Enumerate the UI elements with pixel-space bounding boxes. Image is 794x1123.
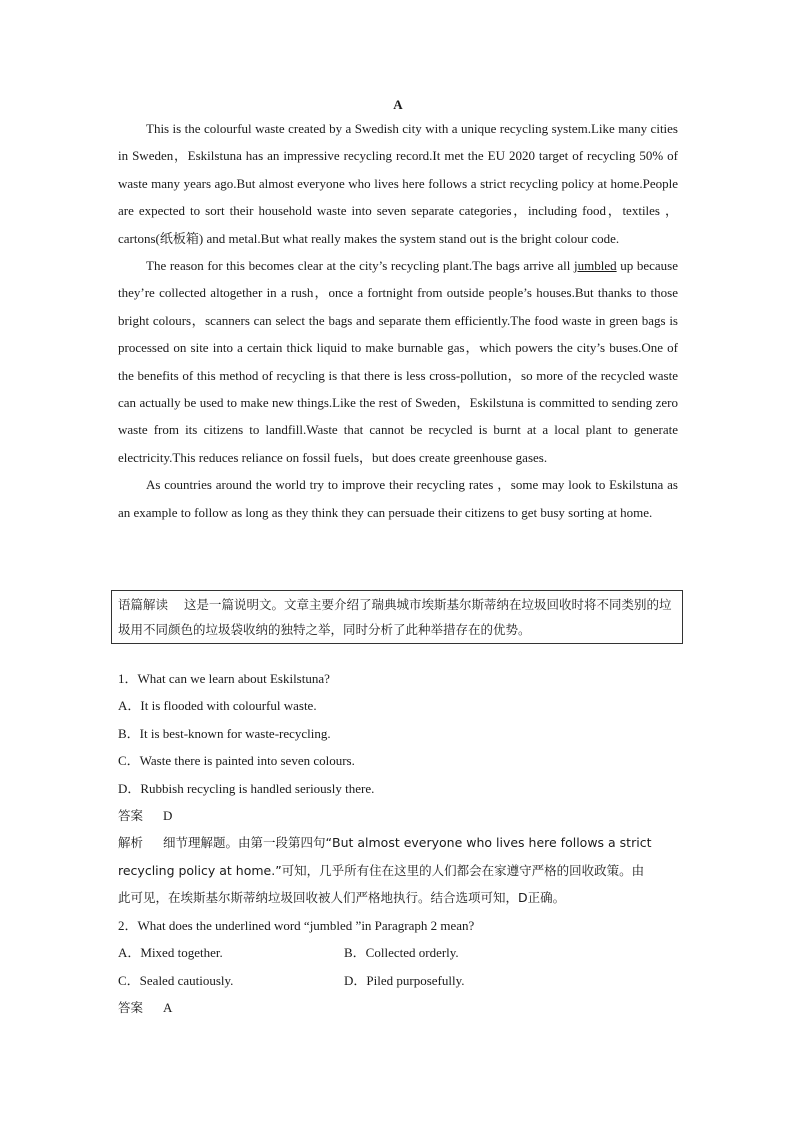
question-1-stem: 1．What can we learn about Eskilstuna?: [118, 671, 330, 686]
q2-option-a: A．Mixed together.: [118, 945, 223, 961]
q2-answer: [118, 994, 688, 1021]
explain-label: 解析: [118, 835, 144, 851]
q1-explanation-line-3: 此可见，在埃斯基尔斯蒂纳垃圾回收被人们严格地执行。结合选项可知，D正确。: [118, 890, 566, 906]
underlined-word: jumbled: [573, 258, 617, 274]
q1-option-a: A．It is flooded with colourful waste.: [118, 698, 317, 714]
passage: [118, 95, 678, 526]
q1-explanation-line-1: [118, 829, 688, 856]
analysis-tag: 语篇解读: [118, 597, 169, 612]
q1-explanation-line-2: recycling policy at home.”可知，几乎所有住在这里的人们都会在家遵守严格的回收政策。由: [118, 862, 645, 878]
q2-options-row-2: [118, 967, 688, 994]
question-1: [118, 665, 688, 912]
q1-option-d: D．Rubbish recycling is handled seriously there.: [118, 780, 375, 796]
paragraph-2-part-1: The reason for this becomes clear at the city’s recycling plant.The bags arrive all: [146, 258, 574, 274]
q2-option-b: B．Collected orderly.: [344, 945, 459, 961]
paragraph-2: [118, 252, 678, 471]
q1-answer: [118, 802, 688, 829]
paragraph-1: This is the colourful waste created by a Swedish city with a unique recycling system.Like many cities in Sweden，Eskilstuna has an impressive recycling record.It met the EU 2020 target of recycling 50% of waste many years ago.But almost everyone who lives here follows a strict recycling policy at home.People are expected to sort their household waste into seven separate categories，including food，textiles ，cartons(纸板箱) and metal.But what really makes the system stand out is the bright colour code.: [118, 121, 678, 246]
analysis-box: [111, 590, 683, 644]
paragraph-3: As countries around the world try to improve their recycling rates ，some may look to Eskilstuna as an example to follow as long as they think they can persuade their citizens to get busy sorting at home.: [118, 477, 678, 520]
analysis-text: 这是一篇说明文。文章主要介绍了瑞典城市埃斯基尔斯蒂纳在垃圾回收时将不同类别的垃圾用不同颜色的垃圾袋收纳的独特之举，同时分析了此种举措存在的优势。: [118, 597, 672, 637]
q1-option-c: C．Waste there is painted into seven colours.: [118, 753, 355, 769]
q2-options-row-1: [118, 939, 688, 966]
q2-option-d: D．Piled purposefully.: [344, 972, 465, 988]
answer-label: 答案: [118, 807, 144, 823]
passage-title: A: [393, 97, 403, 112]
answer-value: A: [163, 1000, 173, 1016]
answer-value: D: [163, 807, 173, 823]
answer-label: 答案: [118, 1000, 144, 1016]
question-2: [118, 912, 688, 1022]
q1-option-b: B．It is best-known for waste-recycling.: [118, 725, 331, 741]
question-2-stem: 2．What does the underlined word “jumbled ”in Paragraph 2 mean?: [118, 918, 475, 933]
paragraph-2-part-2: up because they’re collected altogether in a rush，once a fortnight from outside people’s houses.But thanks to those bright colours，scanners can select the bags and separate them efficiently.The food waste in green bags is processed on site into a certain thick liquid to make burnable gas，which powers the city’s buses.One of the benefits of this method of recycling is that there is less cross-pollution，so more of the recycled waste can actually be used to make new things.Like the rest of Sweden，Eskilstuna is committed to sending zero waste from its citizens to landfill.Waste that cannot be recycled is burnt at a local plant to generate electricity.This reduces reliance on fossil fuels，but does create greenhouse gases.: [118, 258, 678, 465]
explain-text-1: 细节理解题。由第一段第四句“But almost everyone who lives here follows a strict: [163, 835, 652, 851]
q2-option-c: C．Sealed cautiously.: [118, 972, 234, 988]
